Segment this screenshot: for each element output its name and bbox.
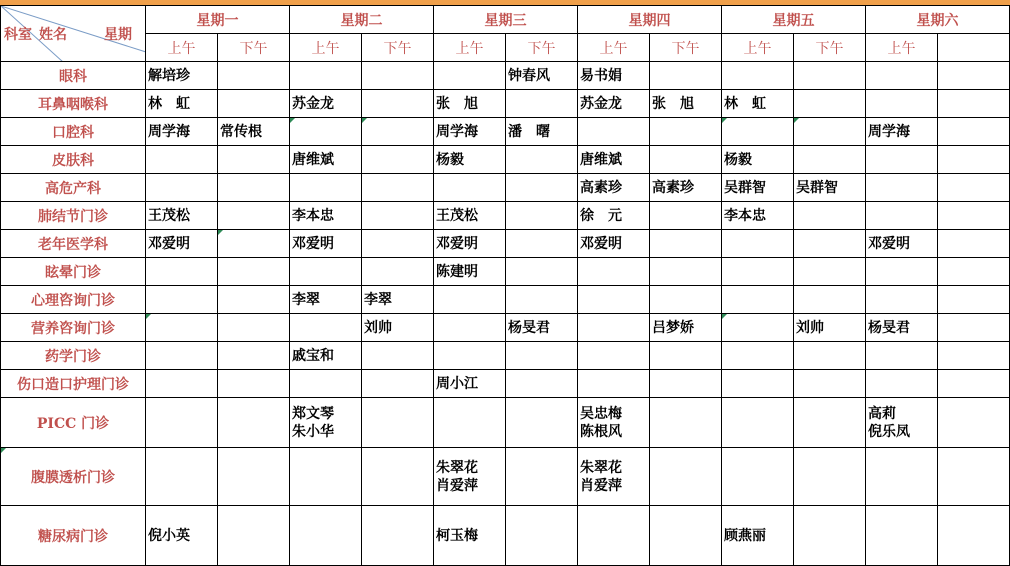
- doctor-cell: [938, 370, 1010, 398]
- doctor-cell: [794, 146, 866, 174]
- doctor-cell: [146, 398, 218, 448]
- doctor-cell: 张 旭: [434, 90, 506, 118]
- table-row: [1, 286, 1010, 314]
- doctor-cell: 周学海: [434, 118, 506, 146]
- doctor-cell: [866, 62, 938, 90]
- doctor-cell: 唐维斌: [578, 146, 650, 174]
- doctor-cell: [362, 62, 434, 90]
- doctor-cell: [650, 286, 722, 314]
- dept-name: PICC 门诊: [1, 398, 146, 448]
- table-row: [1, 342, 1010, 370]
- day-header-sat: 星期六: [866, 6, 1010, 34]
- doctor-cell: 徐 元: [578, 202, 650, 230]
- doctor-cell: [938, 286, 1010, 314]
- doctor-cell: 周小江: [434, 370, 506, 398]
- doctor-cell: [362, 202, 434, 230]
- doctor-cell: [794, 230, 866, 258]
- doctor-cell: 高素珍: [650, 174, 722, 202]
- doctor-cell: [218, 90, 290, 118]
- doctor-cell: [218, 448, 290, 506]
- doctor-cell: 李翠: [290, 286, 362, 314]
- day-header-tue: 星期二: [290, 6, 434, 34]
- doctor-cell: 倪小英: [146, 506, 218, 566]
- doctor-cell: [218, 258, 290, 286]
- doctor-cell: [938, 146, 1010, 174]
- doctor-cell: [506, 258, 578, 286]
- day-header-wed: 星期三: [434, 6, 578, 34]
- doctor-cell: [650, 398, 722, 448]
- doctor-cell: [650, 506, 722, 566]
- halfday-header-row: [1, 34, 1010, 62]
- doctor-cell: [362, 342, 434, 370]
- doctor-cell: 林 虹: [722, 90, 794, 118]
- day-header-mon: 星期一: [146, 6, 290, 34]
- doctor-cell: [506, 398, 578, 448]
- doctor-cell: [146, 146, 218, 174]
- doctor-cell: 吴群智: [722, 174, 794, 202]
- doctor-cell: [866, 342, 938, 370]
- doctor-cell: [506, 342, 578, 370]
- doctor-cell: [506, 370, 578, 398]
- corner-name-label: 姓名: [39, 27, 67, 43]
- doctor-cell: [218, 230, 290, 258]
- doctor-cell: [722, 370, 794, 398]
- doctor-cell: [938, 398, 1010, 448]
- doctor-cell: [866, 506, 938, 566]
- day-header-row: [1, 6, 1010, 34]
- doctor-cell: [938, 258, 1010, 286]
- dept-name: 皮肤科: [1, 146, 146, 174]
- doctor-cell: [146, 314, 218, 342]
- table-row: [1, 506, 1010, 566]
- dept-name: 药学门诊: [1, 342, 146, 370]
- doctor-cell: 陈建明: [434, 258, 506, 286]
- dept-name: 肺结节门诊: [1, 202, 146, 230]
- doctor-cell: [434, 62, 506, 90]
- am-header: 上午: [722, 34, 794, 62]
- doctor-cell: 易书娟: [578, 62, 650, 90]
- doctor-cell: 柯玉梅: [434, 506, 506, 566]
- dept-name: 糖尿病门诊: [1, 506, 146, 566]
- doctor-cell: [650, 202, 722, 230]
- doctor-cell: 刘帅: [362, 314, 434, 342]
- doctor-cell: [650, 230, 722, 258]
- doctor-cell: [362, 258, 434, 286]
- table-row: [1, 448, 1010, 506]
- doctor-cell: [506, 202, 578, 230]
- doctor-cell: [794, 398, 866, 448]
- doctor-cell: 邓爱明: [866, 230, 938, 258]
- doctor-cell: [938, 448, 1010, 506]
- doctor-cell: [578, 118, 650, 146]
- doctor-cell: [794, 90, 866, 118]
- doctor-cell: [650, 62, 722, 90]
- doctor-cell: [506, 90, 578, 118]
- doctor-cell: [866, 146, 938, 174]
- doctor-cell: [938, 118, 1010, 146]
- doctor-cell: 吴忠梅 陈根风: [578, 398, 650, 448]
- doctor-cell: [506, 448, 578, 506]
- doctor-cell: 钟春风: [506, 62, 578, 90]
- doctor-cell: [578, 370, 650, 398]
- table-row: [1, 314, 1010, 342]
- doctor-cell: [794, 62, 866, 90]
- doctor-cell: 唐维斌: [290, 146, 362, 174]
- doctor-cell: [722, 230, 794, 258]
- doctor-cell: [146, 286, 218, 314]
- pm-header: 下午: [506, 34, 578, 62]
- doctor-cell: 郑文琴 朱小华: [290, 398, 362, 448]
- doctor-cell: [866, 448, 938, 506]
- doctor-cell: 顾燕丽: [722, 506, 794, 566]
- pm-header: 下午: [362, 34, 434, 62]
- doctor-cell: [794, 448, 866, 506]
- dept-name: 高危产科: [1, 174, 146, 202]
- doctor-cell: [146, 370, 218, 398]
- dept-name: 心理咨询门诊: [1, 286, 146, 314]
- am-header: 上午: [434, 34, 506, 62]
- doctor-cell: [866, 202, 938, 230]
- dept-name: 眼科: [1, 62, 146, 90]
- doctor-cell: [794, 258, 866, 286]
- doctor-cell: [290, 258, 362, 286]
- doctor-cell: [722, 314, 794, 342]
- doctor-cell: [722, 258, 794, 286]
- doctor-cell: [794, 506, 866, 566]
- doctor-cell: [146, 448, 218, 506]
- doctor-cell: 苏金龙: [578, 90, 650, 118]
- corner-dept-label: 科室: [4, 27, 32, 43]
- doctor-cell: [290, 174, 362, 202]
- doctor-cell: 杨毅: [434, 146, 506, 174]
- doctor-cell: [290, 506, 362, 566]
- doctor-cell: 戚宝和: [290, 342, 362, 370]
- corner-week-label: 星期: [104, 27, 132, 43]
- doctor-cell: 高莉 倪乐凤: [866, 398, 938, 448]
- doctor-cell: 朱翠花 肖爱萍: [434, 448, 506, 506]
- doctor-cell: [578, 314, 650, 342]
- doctor-cell: 邓爱明: [434, 230, 506, 258]
- doctor-cell: [218, 174, 290, 202]
- doctor-cell: [506, 230, 578, 258]
- am-header: 上午: [866, 34, 938, 62]
- doctor-cell: 张 旭: [650, 90, 722, 118]
- am-header: 上午: [578, 34, 650, 62]
- doctor-cell: [650, 448, 722, 506]
- dept-name: 眩晕门诊: [1, 258, 146, 286]
- doctor-cell: 杨旻君: [506, 314, 578, 342]
- doctor-cell: [362, 174, 434, 202]
- doctor-cell: [146, 342, 218, 370]
- header-corner: [1, 6, 146, 62]
- doctor-cell: 王茂松: [434, 202, 506, 230]
- doctor-cell: 李翠: [362, 286, 434, 314]
- doctor-cell: 苏金龙: [290, 90, 362, 118]
- doctor-cell: [794, 370, 866, 398]
- doctor-cell: [506, 506, 578, 566]
- table-row: [1, 202, 1010, 230]
- doctor-cell: [794, 286, 866, 314]
- doctor-cell: [650, 258, 722, 286]
- doctor-cell: [362, 118, 434, 146]
- doctor-cell: [362, 370, 434, 398]
- doctor-cell: [578, 506, 650, 566]
- doctor-cell: [434, 398, 506, 448]
- doctor-cell: [506, 286, 578, 314]
- doctor-cell: 解培珍: [146, 62, 218, 90]
- doctor-cell: [938, 314, 1010, 342]
- doctor-cell: [362, 398, 434, 448]
- doctor-cell: [146, 258, 218, 286]
- doctor-cell: [794, 202, 866, 230]
- pm-header: 下午: [650, 34, 722, 62]
- doctor-cell: [218, 314, 290, 342]
- doctor-cell: [218, 370, 290, 398]
- doctor-cell: [938, 174, 1010, 202]
- doctor-cell: [218, 202, 290, 230]
- table-row: [1, 370, 1010, 398]
- doctor-cell: 李本忠: [722, 202, 794, 230]
- am-header: 上午: [290, 34, 362, 62]
- day-header-thu: 星期四: [578, 6, 722, 34]
- doctor-cell: [722, 286, 794, 314]
- pm-header-empty: [938, 34, 1010, 62]
- doctor-cell: [146, 174, 218, 202]
- doctor-cell: [578, 258, 650, 286]
- doctor-cell: 朱翠花 肖爱萍: [578, 448, 650, 506]
- doctor-cell: 周学海: [866, 118, 938, 146]
- doctor-cell: [218, 286, 290, 314]
- doctor-cell: [218, 398, 290, 448]
- doctor-cell: [290, 370, 362, 398]
- schedule-table: [0, 5, 1010, 566]
- pm-header: 下午: [218, 34, 290, 62]
- doctor-cell: [650, 342, 722, 370]
- doctor-cell: 杨旻君: [866, 314, 938, 342]
- doctor-cell: [506, 174, 578, 202]
- doctor-cell: 刘帅: [794, 314, 866, 342]
- doctor-cell: 邓爱明: [290, 230, 362, 258]
- schedule-body: [1, 62, 1010, 566]
- table-row: [1, 90, 1010, 118]
- doctor-cell: [434, 286, 506, 314]
- doctor-cell: [218, 62, 290, 90]
- doctor-cell: 高素珍: [578, 174, 650, 202]
- dept-name: 伤口造口护理门诊: [1, 370, 146, 398]
- doctor-cell: [722, 62, 794, 90]
- table-row: [1, 258, 1010, 286]
- doctor-cell: [218, 342, 290, 370]
- table-row: [1, 118, 1010, 146]
- doctor-cell: [938, 230, 1010, 258]
- am-header: 上午: [146, 34, 218, 62]
- doctor-cell: [866, 370, 938, 398]
- doctor-cell: [434, 314, 506, 342]
- doctor-cell: [938, 202, 1010, 230]
- table-row: [1, 62, 1010, 90]
- doctor-cell: [362, 506, 434, 566]
- doctor-cell: [938, 62, 1010, 90]
- doctor-cell: 王茂松: [146, 202, 218, 230]
- doctor-cell: [218, 506, 290, 566]
- doctor-cell: [866, 90, 938, 118]
- doctor-cell: [362, 230, 434, 258]
- table-row: [1, 230, 1010, 258]
- doctor-cell: 林 虹: [146, 90, 218, 118]
- doctor-cell: 邓爱明: [146, 230, 218, 258]
- doctor-cell: [938, 90, 1010, 118]
- doctor-cell: [938, 342, 1010, 370]
- table-row: [1, 146, 1010, 174]
- doctor-cell: [794, 118, 866, 146]
- doctor-cell: [290, 118, 362, 146]
- doctor-cell: [362, 448, 434, 506]
- doctor-cell: [362, 146, 434, 174]
- dept-name: 老年医学科: [1, 230, 146, 258]
- doctor-cell: [434, 174, 506, 202]
- doctor-cell: [290, 62, 362, 90]
- doctor-cell: [290, 448, 362, 506]
- dept-name: 营养咨询门诊: [1, 314, 146, 342]
- doctor-cell: [722, 398, 794, 448]
- doctor-cell: 邓爱明: [578, 230, 650, 258]
- doctor-cell: 吴群智: [794, 174, 866, 202]
- doctor-cell: [578, 342, 650, 370]
- doctor-cell: 吕梦娇: [650, 314, 722, 342]
- doctor-cell: [722, 448, 794, 506]
- doctor-cell: [506, 146, 578, 174]
- doctor-cell: [290, 314, 362, 342]
- doctor-cell: [218, 146, 290, 174]
- doctor-cell: [722, 342, 794, 370]
- table-row: [1, 398, 1010, 448]
- dept-name: 口腔科: [1, 118, 146, 146]
- doctor-cell: [362, 90, 434, 118]
- doctor-cell: [650, 118, 722, 146]
- doctor-cell: [866, 174, 938, 202]
- doctor-cell: 常传根: [218, 118, 290, 146]
- doctor-cell: [722, 118, 794, 146]
- doctor-cell: [434, 342, 506, 370]
- doctor-cell: [938, 506, 1010, 566]
- doctor-cell: 李本忠: [290, 202, 362, 230]
- doctor-cell: [650, 370, 722, 398]
- doctor-cell: [866, 286, 938, 314]
- doctor-cell: 周学海: [146, 118, 218, 146]
- dept-name: 耳鼻咽喉科: [1, 90, 146, 118]
- doctor-cell: [578, 286, 650, 314]
- pm-header: 下午: [794, 34, 866, 62]
- dept-name: 腹膜透析门诊: [1, 448, 146, 506]
- doctor-cell: [650, 146, 722, 174]
- day-header-fri: 星期五: [722, 6, 866, 34]
- doctor-cell: [794, 342, 866, 370]
- doctor-cell: [866, 258, 938, 286]
- table-row: [1, 174, 1010, 202]
- doctor-cell: 杨毅: [722, 146, 794, 174]
- doctor-cell: 潘 曙: [506, 118, 578, 146]
